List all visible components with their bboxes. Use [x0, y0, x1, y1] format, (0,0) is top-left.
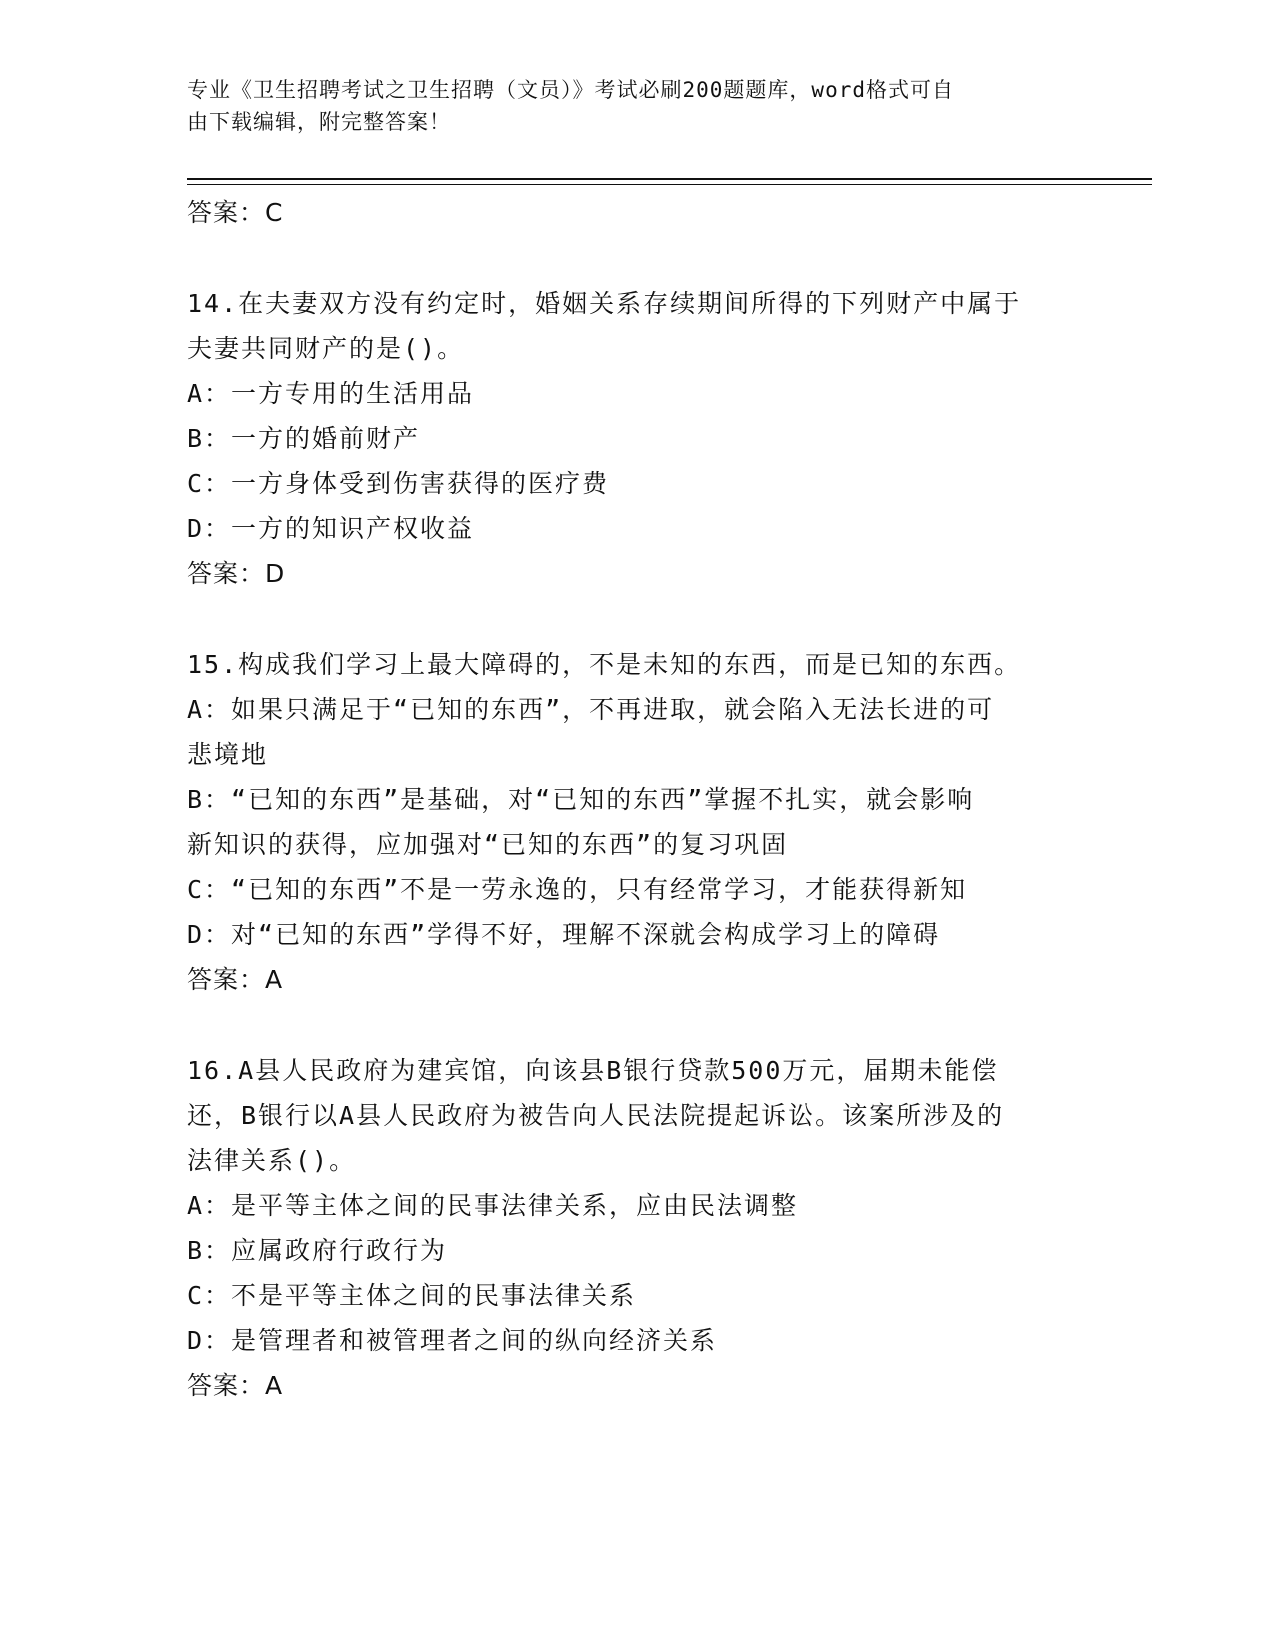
previous-answer: 答案：C [187, 198, 284, 227]
header-divider-thick [187, 178, 1152, 180]
question-list [187, 190, 1107, 1408]
document-header [187, 74, 1087, 138]
question-stem-line: 夫妻共同财产的是()。 [187, 334, 465, 363]
question-stem-line: 16.A县人民政府为建宾馆，向该县B银行贷款500万元，届期未能偿 [187, 1056, 999, 1085]
option-b-continued: 新知识的获得，应加强对“已知的东西”的复习巩固 [187, 830, 789, 859]
header-line-1: 专业《卫生招聘考试之卫生招聘（文员）》考试必刷200题题库，word格式可自 [187, 78, 954, 102]
header-line-2: 由下载编辑，附完整答案！ [187, 110, 451, 134]
question-stem-line: 法律关系()。 [187, 1146, 357, 1175]
header-divider-thin [187, 184, 1152, 185]
option-d: D：一方的知识产权收益 [187, 514, 475, 543]
question-stem-line: 还，B银行以A县人民政府为被告向人民法院提起诉讼。该案所涉及的 [187, 1101, 1005, 1130]
option-a: A：是平等主体之间的民事法律关系，应由民法调整 [187, 1191, 799, 1220]
answer: 答案：A [187, 965, 284, 994]
option-c: C：一方身体受到伤害获得的医疗费 [187, 469, 610, 498]
question-16 [187, 1048, 1107, 1408]
spacer [187, 1002, 1107, 1048]
question-15 [187, 642, 1107, 1002]
option-d: D：对“已知的东西”学得不好，理解不深就会构成学习上的障碍 [187, 920, 941, 949]
question-14 [187, 281, 1107, 596]
option-a: A：如果只满足于“已知的东西”，不再进取，就会陷入无法长进的可 [187, 695, 995, 724]
spacer [187, 235, 1107, 281]
spacer [187, 596, 1107, 642]
question-stem-line: 14.在夫妻双方没有约定时，婚姻关系存续期间所得的下列财产中属于 [187, 289, 1022, 318]
option-c: C：不是平等主体之间的民事法律关系 [187, 1281, 637, 1310]
option-b: B：一方的婚前财产 [187, 424, 421, 453]
answer: 答案：D [187, 559, 286, 588]
question-stem-line: 15.构成我们学习上最大障碍的，不是未知的东西，而是已知的东西。 [187, 650, 1022, 679]
option-c: C：“已知的东西”不是一劳永逸的，只有经常学习，才能获得新知 [187, 875, 968, 904]
option-b: B：“已知的东西”是基础，对“已知的东西”掌握不扎实，就会影响 [187, 785, 975, 814]
option-d: D：是管理者和被管理者之间的纵向经济关系 [187, 1326, 718, 1355]
answer: 答案：A [187, 1371, 284, 1400]
option-a-continued: 悲境地 [187, 740, 269, 769]
option-a: A：一方专用的生活用品 [187, 379, 475, 408]
option-b: B：应属政府行政行为 [187, 1236, 448, 1265]
